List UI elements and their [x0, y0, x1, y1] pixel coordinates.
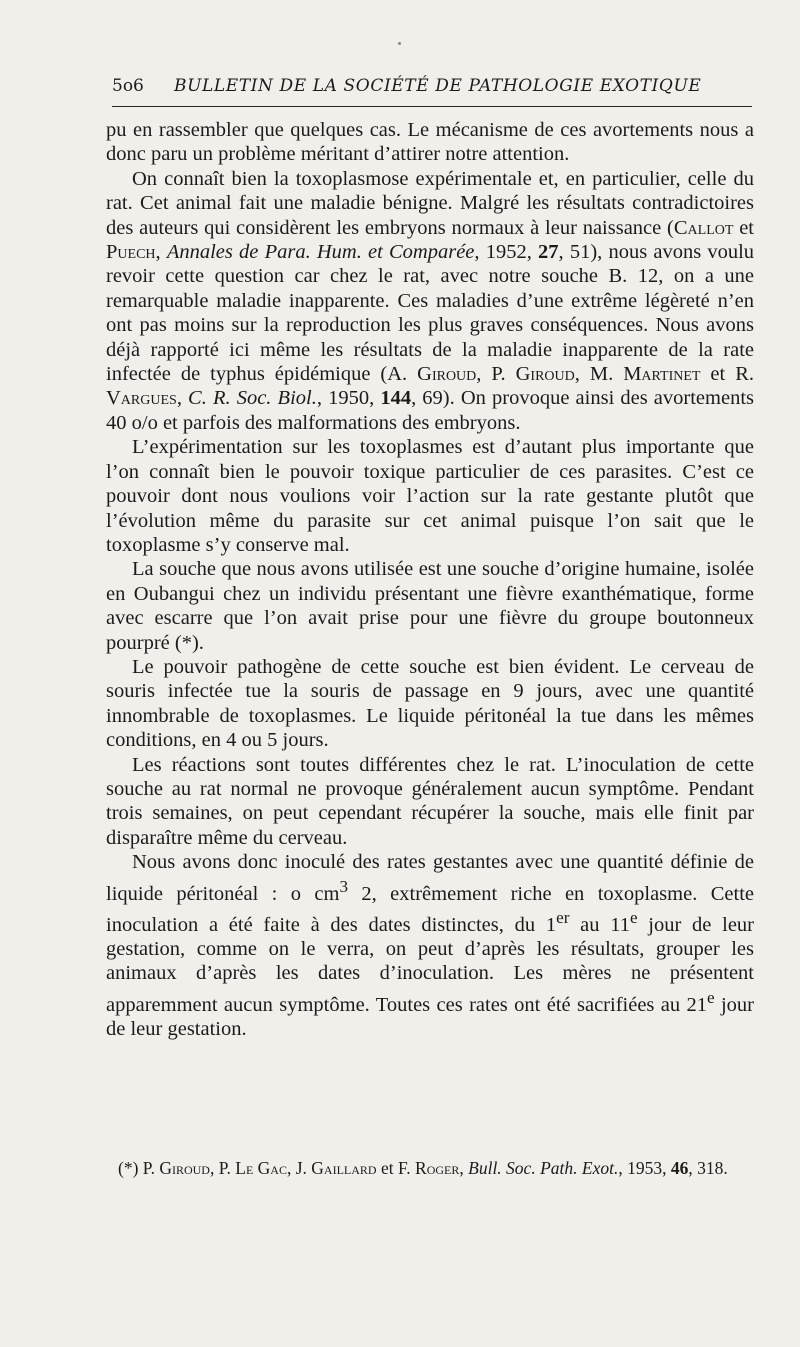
author-martinet: Martinet: [623, 363, 701, 386]
author-callot: Callot: [673, 216, 734, 239]
volume-number: 27: [538, 241, 559, 264]
paragraph-3: L’expérimentation sur les toxoplasmes est d’autant plus importante que l’on connaît bien le pouvoir toxique particulier de ces parasites. C’est ce pouvoir dont nous voulions voir l’action sur la rate gestante plutôt que l’évolution même du parasite sur cet animal puisque l’on sait que le toxoplasme s’y conserve mal.: [106, 436, 754, 556]
paragraph-2: On connaît bien la toxoplasmose expérimentale et, en particulier, celle du rat. Cet animal fait une maladie bénigne. Malgré les résultats contradictoires des auteurs qui considèrent les embryons normaux à leur naissance (Callot et Puech, Annales de Para. Hum. et Comparée, 1952, 27, 51), nous avons voulu revoir cette question car chez le rat, avec notre souche B. 12, on a une remarquable maladie inapparente. Ces maladies d’une extrême légèreté n’en ont pas moins sur la reproduction les plus graves conséquences. Nous avons déjà rapporté ici même les résultats de la maladie inapparente de la rate infectée de typhus épidémique (A. Giroud, P. Giroud, M. Martinet et R. Vargues, C. R. Soc. Biol., 1950, 144, 69). On provoque ainsi des avortements 40 o/o et parfois des malformations des embryons.: [106, 167, 755, 434]
paragraph-4: La souche que nous avons utilisée est une souche d’origine humaine, isolée en Oubangui chez un individu présentant une fièvre exanthématique, forme avec escarre que l’on avait prise pour une fièvre du groupe boutonneux pourpré (*).: [106, 558, 754, 654]
scan-artifact-dot: [398, 42, 401, 45]
footnote: (*) P. Giroud, P. Le Gac, J. Gaillard et F. Roger, Bull. Soc. Path. Exot., 1953, 46, 318.: [118, 1158, 728, 1178]
author-giroud: Giroud: [417, 363, 477, 386]
journal-title: Annales de Para. Hum. et Comparée: [166, 241, 475, 264]
body-text: [106, 118, 754, 1042]
paragraph-5: Le pouvoir pathogène de cette souche est bien évident. Le cerveau de souris infectée tue la souris de passage en 9 jours, avec une quantité innombrable de toxoplasmes. Le liquide péritonéal la tue dans les mêmes conditions, en 4 ou 5 jours.: [106, 655, 754, 752]
author-vargues: Vargues: [106, 387, 177, 410]
paragraph-7: Nous avons donc inoculé des rates gestantes avec une quantité définie de liquide péritonéal : o $cm^3$ 2, extrêmement riche en toxoplasme. Cette inoculation a été faite à des dates distinctes, du 1er au 11e jour de leur gestation, comme on le verra, on peut d’après les résultats, grouper les animaux d’après les dates d’inoculation. Les mères ne présentent apparemment aucun symptôme. Toutes ces rates ont été sacrifiées au 21e jour de leur gestation.: [106, 851, 754, 1041]
journal-title-2: C. R. Soc. Biol.: [188, 387, 317, 410]
volume-number-2: 144: [380, 387, 412, 410]
paragraph-1: pu en rassembler que quelques cas. Le mécanisme de ces avortements nous a donc paru un problème méritant d’attirer notre attention.: [106, 119, 754, 166]
header-rule: [112, 106, 752, 107]
paragraph-6: Les réactions sont toutes différentes chez le rat. L’inoculation de cette souche au rat normal ne provoque généralement aucun symptôme. Pendant trois semaines, on peut cependant récupérer la souche, mais elle finit par disparaître même du cerveau.: [106, 753, 754, 849]
footnote-volume: 46: [670, 1158, 689, 1178]
author-giroud-p: Giroud: [515, 363, 575, 386]
running-header: [112, 76, 752, 102]
author-puech: Puech: [106, 241, 156, 264]
page-number: 5o6: [112, 76, 144, 96]
running-title: BULLETIN DE LA SOCIÉTÉ DE PATHOLOGIE EXOTIQUE: [174, 76, 702, 96]
footnote-journal: Bull. Soc. Path. Exot.: [468, 1158, 619, 1178]
